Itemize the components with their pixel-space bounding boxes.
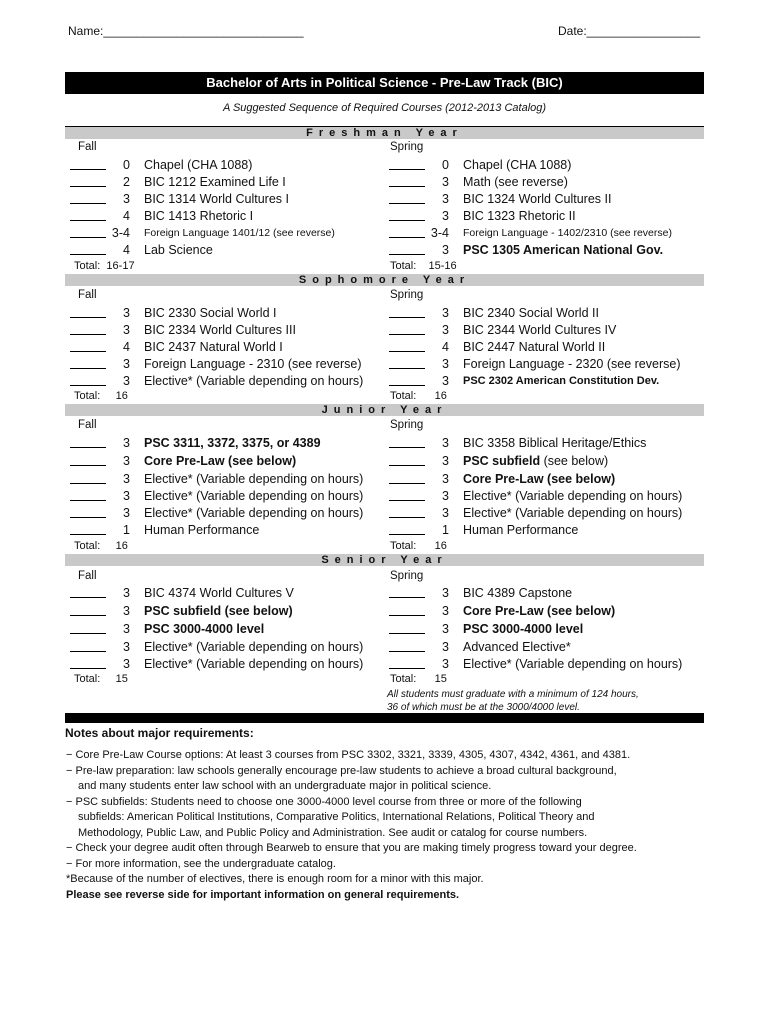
graduation-note: All students must graduate with a minimum of 124 hours, 36 of which must be at the 3000/4000 level.: [387, 689, 639, 713]
semester-label-spring: Spring: [390, 141, 424, 153]
checkoff-blank[interactable]: [70, 385, 106, 386]
checkoff-blank[interactable]: [70, 615, 106, 616]
semester-label-spring: Spring: [390, 289, 424, 301]
checkoff-blank[interactable]: [389, 186, 425, 187]
checkoff-blank[interactable]: [389, 517, 425, 518]
checkoff-blank[interactable]: [70, 186, 106, 187]
checkoff-blank[interactable]: [70, 368, 106, 369]
checkoff-blank[interactable]: [70, 169, 106, 170]
total-fall: Total: 16: [74, 390, 128, 402]
checkoff-blank[interactable]: [389, 385, 425, 386]
note-item: − For more information, see the undergraduate catalog.: [66, 857, 336, 870]
year-bar-sophomore: Sophomore Year: [65, 274, 704, 286]
semester-label-fall: Fall: [78, 141, 97, 153]
checkoff-blank[interactable]: [389, 633, 425, 634]
notes-divider: [65, 713, 704, 723]
checkoff-blank[interactable]: [70, 447, 106, 448]
checkoff-blank[interactable]: [70, 500, 106, 501]
semester-label-spring: Spring: [390, 419, 424, 431]
checkoff-blank[interactable]: [389, 317, 425, 318]
document-subtitle: A Suggested Sequence of Required Courses (2012-2013 Catalog): [222, 102, 547, 114]
checkoff-blank[interactable]: [389, 500, 425, 501]
checkoff-blank[interactable]: [70, 220, 106, 221]
note-item: and many students enter law school with an undergraduate major in political science.: [78, 780, 492, 792]
note-item: Methodology, Public Law, and Public Policy and Administration. See audit or catalog for course numbers.: [78, 826, 588, 839]
checkoff-blank[interactable]: [70, 483, 106, 484]
checkoff-blank[interactable]: [70, 254, 106, 255]
note-item: subfields: American Political Institutions, Comparative Politics, International Relations, Political Theory and: [78, 811, 595, 823]
notes-list: [66, 748, 726, 903]
checkoff-blank[interactable]: [389, 615, 425, 616]
note-item: Please see reverse side for important information on general requirements.: [66, 888, 460, 901]
checkoff-blank[interactable]: [70, 668, 106, 669]
year-bar-senior: Senior Year: [65, 554, 704, 566]
checkoff-blank[interactable]: [70, 534, 106, 535]
total-fall: Total: 16: [74, 540, 128, 552]
checkoff-blank[interactable]: [389, 169, 425, 170]
document-title: Bachelor of Arts in Political Science - Pre-Law Track (BIC): [65, 72, 704, 94]
checkoff-blank[interactable]: [70, 317, 106, 318]
total-fall: Total: 15: [74, 673, 128, 685]
checkoff-blank[interactable]: [70, 597, 106, 598]
checkoff-blank[interactable]: [70, 334, 106, 335]
checkoff-blank[interactable]: [70, 203, 106, 204]
total-fall: Total: 16-17: [74, 260, 135, 272]
note-item: − Pre-law preparation: law schools generally encourage pre-law students to achieve a broad cultural background,: [66, 764, 617, 777]
checkoff-blank[interactable]: [70, 237, 106, 238]
note-item: − Check your degree audit often through Bearweb to ensure that you are making timely progress toward your degree.: [66, 842, 637, 854]
checkoff-blank[interactable]: [389, 447, 425, 448]
total-spring: Total: 16: [390, 540, 447, 552]
note-item: − PSC subfields: Students need to choose one 3000-4000 level course from three or more of the following: [66, 795, 582, 808]
checkoff-blank[interactable]: [70, 465, 106, 466]
checkoff-blank[interactable]: [389, 220, 425, 221]
name-field[interactable]: Name:______________________________: [68, 24, 304, 38]
checkoff-blank[interactable]: [389, 597, 425, 598]
date-field[interactable]: Date:_________________: [558, 24, 701, 38]
checkoff-blank[interactable]: [70, 651, 106, 652]
checkoff-blank[interactable]: [389, 237, 425, 238]
checkoff-blank[interactable]: [389, 668, 425, 669]
total-spring: Total: 15: [390, 673, 447, 685]
checkoff-blank[interactable]: [389, 368, 425, 369]
notes-heading: Notes about major requirements:: [65, 726, 254, 740]
total-spring: Total: 16: [390, 390, 447, 402]
checkoff-blank[interactable]: [70, 517, 106, 518]
year-bar-junior: Junior Year: [65, 404, 704, 416]
note-item: − Core Pre-Law Course options: At least 3 courses from PSC 3302, 3321, 3339, 4305, 4307, 4342, 4361, and 4381.: [66, 749, 631, 761]
year-bar-freshman: Freshman Year: [65, 126, 704, 139]
total-spring: Total: 15-16: [390, 260, 457, 272]
semester-label-fall: Fall: [78, 570, 97, 582]
checkoff-blank[interactable]: [389, 254, 425, 255]
checkoff-blank[interactable]: [389, 483, 425, 484]
checkoff-blank[interactable]: [389, 351, 425, 352]
checkoff-blank[interactable]: [389, 651, 425, 652]
semester-label-fall: Fall: [78, 289, 97, 301]
checkoff-blank[interactable]: [389, 465, 425, 466]
checkoff-blank[interactable]: [70, 633, 106, 634]
semester-label-spring: Spring: [390, 570, 424, 582]
note-item: *Because of the number of electives, there is enough room for a minor with this major.: [66, 873, 484, 885]
semester-label-fall: Fall: [78, 419, 97, 431]
checkoff-blank[interactable]: [389, 334, 425, 335]
checkoff-blank[interactable]: [389, 203, 425, 204]
checkoff-blank[interactable]: [389, 534, 425, 535]
checkoff-blank[interactable]: [70, 351, 106, 352]
